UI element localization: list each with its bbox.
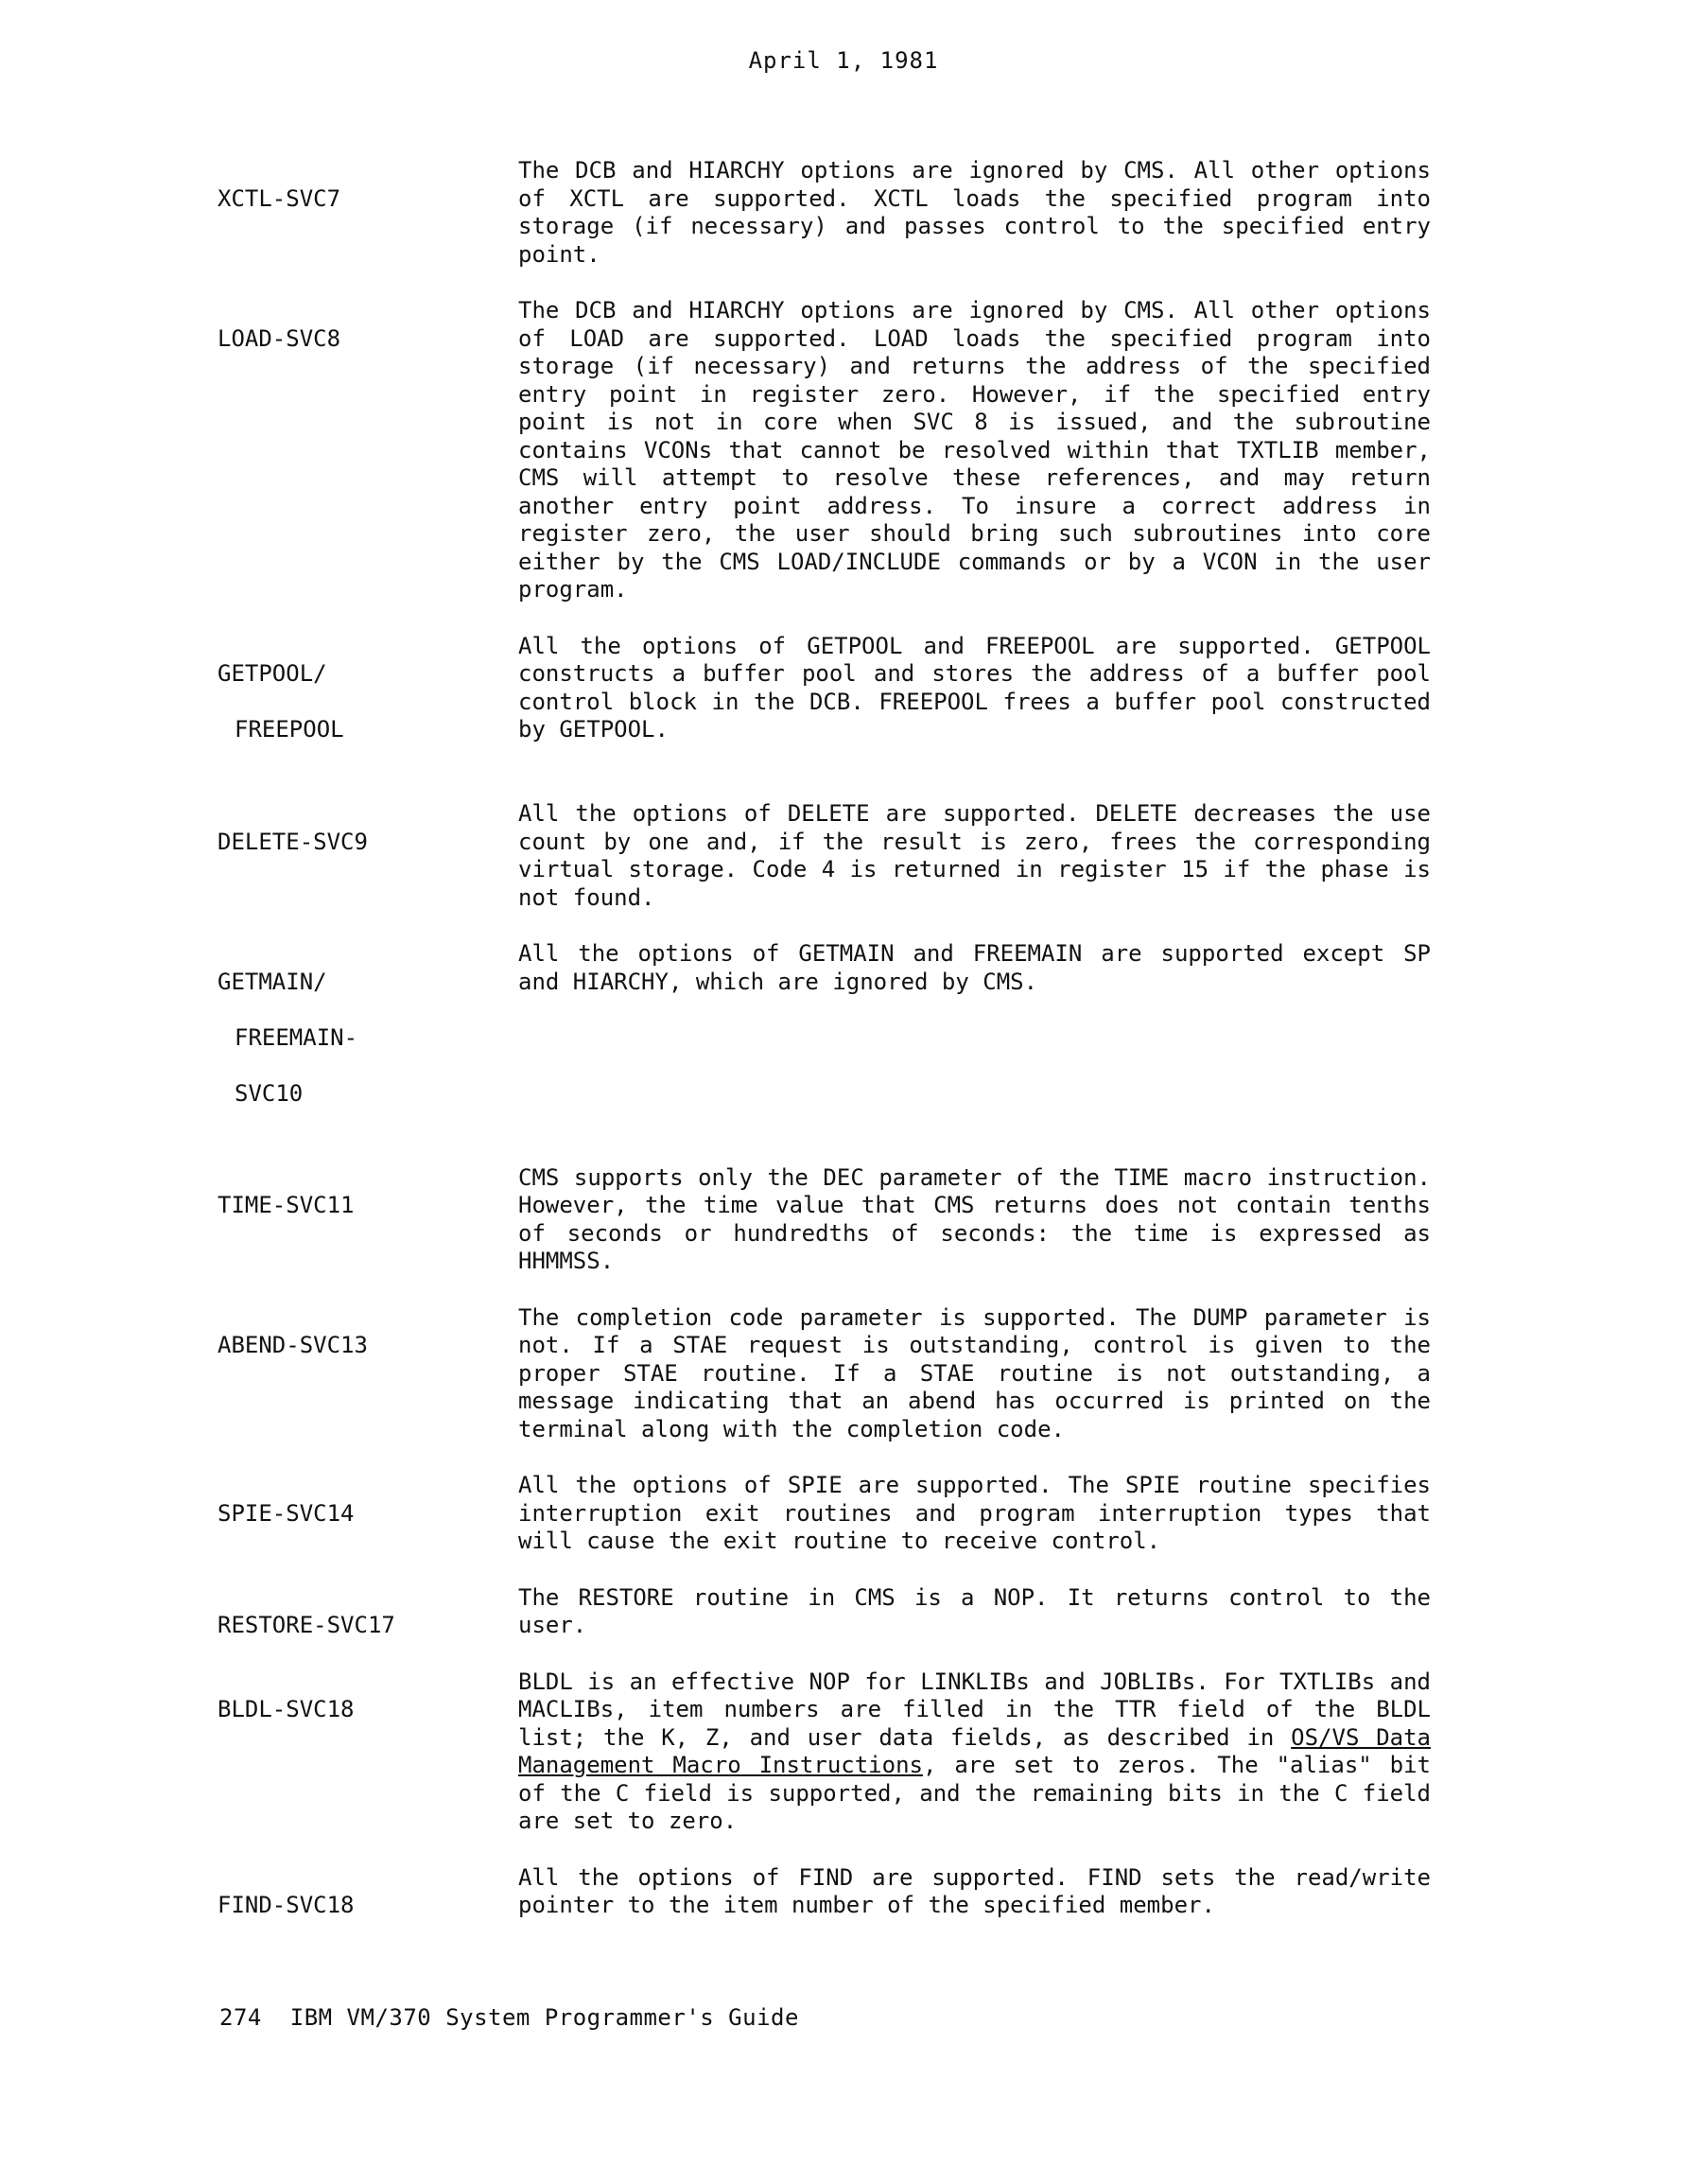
entry-time — [217, 1164, 1437, 1276]
entry-term-line: RESTORE-SVC17 — [217, 1612, 395, 1638]
entry-description-text: BLDL is an effective NOP for LINKLIBs and JOBLIBs. For TXTLIBs and MACLIBs, item numbers are filled in the TTR field of the BLDL list; the K, Z, and user data fields, as described in — [518, 1668, 1431, 1751]
entry-find — [217, 1864, 1437, 1920]
entry-description: The DCB and HIARCHY options are ignored by CMS. All other options of XCTL are supported. XCTL loads the specified program into storage (if necessary) and passes control to the specified entry point. — [518, 157, 1431, 268]
macro-entry-list — [217, 157, 1437, 1948]
entry-term — [217, 1304, 518, 1444]
entry-term — [217, 297, 518, 604]
book-title-reference: OS/VS Data Management Macro Instructions — [518, 1723, 1431, 1778]
entry-term-line: SVC10 — [235, 1079, 304, 1107]
entry-description: All the options of GETPOOL and FREEPOOL are supported. GETPOOL constructs a buffer pool and stores the address of a buffer pool control block in the DCB. FREEPOOL frees a buffer pool constructed by GETPOOL. — [518, 632, 1431, 743]
entry-getpool — [217, 633, 1437, 773]
entry-delete — [217, 800, 1437, 912]
page-footer: 274 IBM VM/370 System Programmer's Guide — [219, 2004, 799, 2031]
entry-abend — [217, 1304, 1437, 1444]
entry-term-line: FREEMAIN- — [235, 1023, 358, 1051]
entry-bldl — [217, 1669, 1437, 1836]
entry-term — [217, 1164, 518, 1276]
page-date: April 1, 1981 — [748, 47, 939, 74]
entry-restore — [217, 1584, 1437, 1640]
entry-description: CMS supports only the DEC parameter of the TIME macro instruction. However, the time value that CMS returns does not contain tenths of seconds or hundredths of seconds: the time is expressed as HHMMSS. — [518, 1163, 1431, 1274]
entry-description-text: , are set to zeros. The "alias" bit of the C field is supported, and the remaining bits in the C field are set to zero. — [518, 1752, 1431, 1834]
entry-description: The DCB and HIARCHY options are ignored by CMS. All other options of LOAD are supported. LOAD loads the specified program into storage (if necessary) and returns the address of the specified entry point in register zero. However, if the specified entry point is not in core when SVC 8 is issued, and the subroutine contains VCONs that cannot be resolved within that TXTLIB member, CMS will attempt to resolve these references, and may return another entry point address. To insure a correct address in register zero, the user should bring such subroutines into core either by the CMS LOAD/INCLUDE commands or by a VCON in the user program. — [518, 297, 1431, 603]
entry-description: All the options of GETMAIN and FREEMAIN are supported except SP and HIARCHY, which are ignored by CMS. — [518, 940, 1431, 995]
entry-term-line: XCTL-SVC7 — [217, 184, 341, 212]
entry-description: All the options of SPIE are supported. The SPIE routine specifies interruption exit routines and program interruption types that will cause the exit routine to receive control. — [518, 1472, 1431, 1554]
entry-term — [217, 1584, 518, 1640]
entry-term-line: LOAD-SVC8 — [217, 324, 341, 352]
entry-term — [217, 1669, 518, 1836]
entry-term-line: TIME-SVC11 — [217, 1192, 355, 1218]
entry-load — [217, 297, 1437, 604]
entry-term-line: ABEND-SVC13 — [217, 1332, 368, 1358]
entry-description: The RESTORE routine in CMS is a NOP. It returns control to the user. — [518, 1583, 1431, 1638]
entry-term — [217, 1864, 518, 1920]
entry-term-line: GETPOOL/ — [217, 660, 327, 687]
entry-description: The completion code parameter is supported. The DUMP parameter is not. If a STAE request is outstanding, control is given to the proper STAE routine. If a STAE routine is not outstanding, a message indicating that an abend has occurred is printed on the terminal along with the completion code. — [518, 1303, 1431, 1442]
entry-term-line: GETMAIN/ — [217, 968, 327, 995]
entry-term — [217, 157, 518, 269]
entry-term-line: BLDL-SVC18 — [217, 1696, 355, 1722]
entry-spie — [217, 1472, 1437, 1556]
entry-term — [217, 633, 518, 773]
entry-xctl — [217, 157, 1437, 269]
entry-description — [518, 1669, 1431, 1836]
entry-description: All the options of FIND are supported. FIND sets the read/write pointer to the item number of the specified member. — [518, 1863, 1431, 1918]
entry-term — [217, 800, 518, 912]
entry-description: All the options of DELETE are supported. DELETE decreases the use count by one and, if the result is zero, frees the corresponding virtual storage. Code 4 is returned in register 15 if the phase is not found. — [518, 800, 1431, 911]
entry-term — [217, 940, 518, 1136]
entry-term-line: FIND-SVC18 — [217, 1892, 355, 1918]
entry-term-line: SPIE-SVC14 — [217, 1499, 355, 1527]
entry-getmain — [217, 940, 1437, 1136]
entry-term-line: FREEPOOL — [235, 716, 344, 743]
entry-term-line: DELETE-SVC9 — [217, 828, 368, 855]
entry-term — [217, 1472, 518, 1556]
